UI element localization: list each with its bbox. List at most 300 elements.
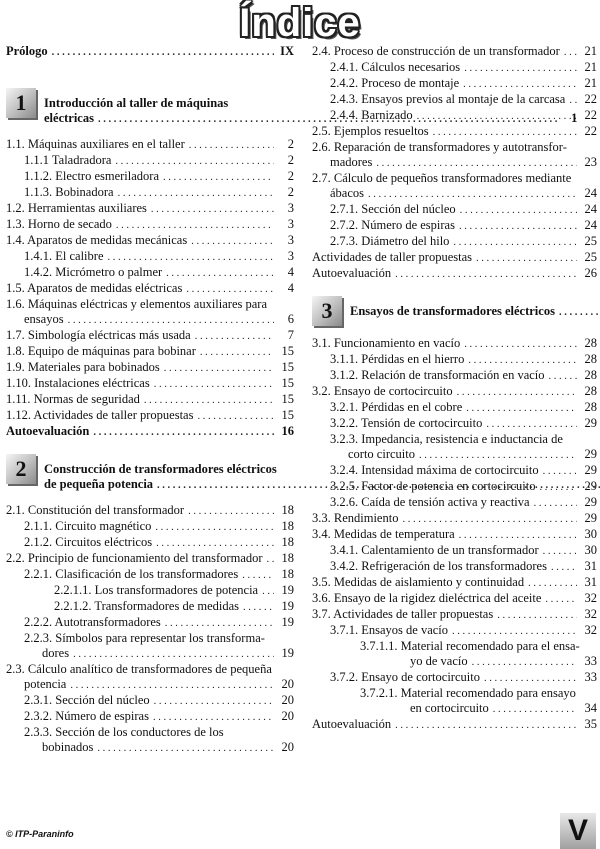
toc-entry	[312, 479, 597, 495]
toc-page-number: 25	[584, 250, 597, 264]
toc-entry-line	[24, 265, 294, 281]
toc-entry-line	[6, 424, 294, 440]
toc-entry-line	[312, 155, 597, 171]
toc-entry	[6, 297, 294, 328]
toc-entry	[312, 623, 597, 639]
toc-page-number: 19	[281, 615, 294, 629]
toc-entry-title: 1.5. Aparatos de medidas eléctricas	[6, 281, 183, 295]
leader-dots	[155, 520, 274, 535]
toc-entry	[312, 559, 597, 575]
toc-page-number: 29	[584, 479, 597, 493]
leader-dots	[197, 409, 274, 424]
toc-entry-title: 1.4. Aparatos de medidas mecánicas	[6, 233, 188, 247]
leader-dots	[68, 313, 274, 328]
toc-entry	[312, 400, 597, 416]
toc-entry-line	[312, 591, 597, 607]
toc-entry-line	[360, 701, 597, 717]
toc-entry-line	[330, 432, 597, 447]
toc-entry-title: 1.11. Normas de seguridad	[6, 392, 140, 406]
toc-entry	[6, 137, 294, 153]
toc-entry	[312, 124, 597, 140]
leader-dots	[154, 377, 274, 392]
toc-entry-line	[6, 677, 294, 693]
toc-entry-title: 2.3. Cálculo analítico de transformadores de pequeña	[6, 662, 272, 676]
toc-entry	[312, 639, 597, 670]
leader-dots	[459, 528, 577, 543]
toc-entry	[6, 44, 294, 60]
leader-dots	[73, 647, 274, 662]
toc-page-number: 20	[281, 693, 294, 707]
toc-entry-title: 1.9. Materiales para bobinados	[6, 360, 160, 374]
toc-entry-title: bobinados	[42, 740, 94, 754]
toc-page-number: 29	[584, 463, 597, 477]
toc-page-number: 18	[281, 567, 294, 581]
toc-page-number: 20	[281, 677, 294, 691]
toc-entry-line	[330, 416, 597, 432]
toc-entry-line	[54, 599, 294, 615]
leader-dots	[166, 266, 274, 281]
toc-entry-line	[6, 217, 294, 233]
leader-dots	[368, 187, 577, 202]
toc-entry-line	[330, 670, 597, 686]
toc-entry-title: 1.6. Máquinas eléctricas y elementos auxiliares para	[6, 297, 268, 311]
toc-entry-line	[6, 392, 294, 408]
toc-entry-line	[312, 336, 597, 352]
page-number: V	[560, 813, 596, 849]
toc-entry-title: 1.10. Instalaciones eléctricas	[6, 376, 150, 390]
toc-entry-line	[24, 709, 294, 725]
toc-page-number: 15	[281, 392, 294, 406]
toc-entry	[312, 336, 597, 352]
toc-entry	[6, 408, 294, 424]
leader-dots	[569, 93, 577, 108]
toc-entry-line	[24, 567, 294, 583]
toc-entry-line	[360, 654, 597, 670]
toc-entry-title: Autoevaluación	[312, 266, 392, 280]
toc-page-number: 2	[287, 153, 294, 167]
toc-page-number: 3	[287, 249, 294, 263]
toc-entry-line	[330, 202, 597, 218]
toc-entry-title: 3.5. Medidas de aislamiento y continuidad	[312, 575, 525, 589]
toc-entry	[6, 709, 294, 725]
toc-entry-line	[24, 249, 294, 265]
toc-entry-title: 2.2.3. Símbolos para representar los transforma-	[24, 631, 265, 645]
toc-page-number: 1	[571, 111, 578, 125]
toc-entry-title: de pequeña potencia	[44, 477, 154, 491]
toc-entry-title: 3.2. Ensayo de cortocircuito	[312, 384, 453, 398]
leader-dots	[463, 77, 577, 92]
toc-page-number: 31	[584, 575, 597, 589]
toc-page-number: 18	[281, 551, 294, 565]
toc-entry	[312, 432, 597, 463]
toc-page-number: 22	[584, 124, 597, 138]
leader-dots	[551, 560, 577, 575]
toc-entry-title: 1.1.2. Electro esmeriladora	[24, 169, 160, 183]
toc-entry	[312, 607, 597, 623]
toc-entry	[312, 60, 597, 76]
leader-dots	[464, 337, 577, 352]
toc-entry-line	[6, 408, 294, 424]
toc-entry-line	[6, 360, 294, 376]
toc-entry-title: 2.3.3. Sección de los conductores de los	[24, 725, 224, 739]
toc-page-number: 2	[287, 137, 294, 151]
toc-entry	[312, 202, 597, 218]
toc-entry-title: 2.6. Reparación de transformadores y autotransfor-	[312, 140, 567, 154]
toc-page-number: 4	[287, 281, 294, 295]
toc-entry	[312, 140, 597, 171]
toc-entry-line	[312, 171, 597, 186]
toc-page-number: 15	[281, 360, 294, 374]
toc-page-number: 29	[584, 495, 597, 509]
toc-entry	[312, 575, 597, 591]
leader-dots	[564, 45, 577, 60]
toc-page-number: 22	[584, 108, 597, 122]
toc-page-number: 25	[584, 234, 597, 248]
toc-entry-title: 1.12. Actividades de taller propuestas	[6, 408, 194, 422]
toc-entry-line	[6, 662, 294, 677]
toc-page-number: 19	[281, 599, 294, 613]
toc-entry-line	[312, 527, 597, 543]
toc-page-number: 33	[584, 654, 597, 668]
toc-entry-title: 3.7.1.1. Material recomendado para el ensa-	[360, 639, 580, 653]
toc-entry-line	[330, 352, 597, 368]
leader-dots	[191, 234, 274, 249]
leader-dots	[376, 156, 577, 171]
toc-entry-line	[312, 44, 597, 60]
toc-entry	[6, 503, 294, 519]
toc-entry	[312, 76, 597, 92]
toc-entry-line	[6, 137, 294, 153]
page-title: Índice	[239, 1, 361, 45]
leader-dots	[452, 624, 577, 639]
toc-entry-line	[330, 108, 597, 124]
toc-entry-title: 1.1.3. Bobinadora	[24, 185, 114, 199]
toc-entry	[312, 352, 597, 368]
toc-entry	[6, 631, 294, 662]
toc-page-number: 32	[584, 607, 597, 621]
toc-page-number: 2	[287, 185, 294, 199]
toc-page-number: 28	[584, 368, 597, 382]
publisher-footer: © ITP-Paraninfo	[6, 829, 74, 839]
toc-entry-line	[24, 740, 294, 756]
toc-entry	[6, 265, 294, 281]
toc-page-number: IX	[280, 44, 294, 58]
leader-dots	[466, 401, 577, 416]
leader-dots	[188, 504, 274, 519]
leader-dots	[472, 655, 577, 670]
toc-entry-title: madores	[330, 155, 373, 169]
leader-dots	[464, 61, 577, 76]
toc-entry-title: 2.7.3. Diámetro del hilo	[330, 234, 450, 248]
leader-dots	[484, 671, 577, 686]
toc-entry-title: 2.2.1. Clasificación de los transformadores	[24, 567, 239, 581]
toc-entry-title: 1.7. Simbología eléctricas más usada	[6, 328, 191, 342]
leader-dots	[163, 170, 274, 185]
toc-entry-line	[6, 328, 294, 344]
toc-entry	[6, 551, 294, 567]
toc-entry	[312, 44, 597, 60]
toc-page-number: 24	[584, 202, 597, 216]
chapter-heading	[6, 454, 294, 493]
chapter-number-badge: 3	[312, 296, 342, 326]
toc-entry-title: 3.6. Ensayo de la rigidez dieléctrica del aceite	[312, 591, 542, 605]
toc-entry-title: potencia	[24, 677, 67, 691]
leader-dots	[395, 718, 577, 733]
toc-entry	[6, 424, 294, 440]
toc-entry-line	[24, 646, 294, 662]
toc-entry-title: 1.8. Equipo de máquinas para bobinar	[6, 344, 196, 358]
chapter-title-text: Introducción al taller de máquinas	[44, 96, 229, 110]
toc-entry-title: 2.7.1. Sección del núcleo	[330, 202, 456, 216]
leader-dots	[417, 109, 577, 124]
toc-entry	[6, 328, 294, 344]
toc-page-number: 15	[281, 344, 294, 358]
leader-dots	[486, 417, 577, 432]
toc-entry-title: 3.7.1. Ensayos de vacío	[330, 623, 449, 637]
toc-entry-title: 3.2.6. Caída de tensión activa y reactiva	[330, 495, 530, 509]
toc-entry	[6, 535, 294, 551]
leader-dots	[545, 592, 577, 607]
toc-entry-line	[330, 495, 597, 511]
toc-entry-line	[312, 250, 597, 266]
toc-entry-title: 2.2.1.1. Los transformadores de potencia	[54, 583, 259, 597]
toc-entry-line	[330, 463, 597, 479]
leader-dots	[116, 218, 274, 233]
toc-entry	[312, 218, 597, 234]
toc-entry	[312, 368, 597, 384]
toc-page-number: 34	[584, 701, 597, 715]
toc-entry-title: 2.1.2. Circuitos eléctricos	[24, 535, 153, 549]
toc-entry-title: en cortocircuito	[410, 701, 489, 715]
toc-entry-line	[24, 169, 294, 185]
toc-entry	[312, 591, 597, 607]
toc-entry	[6, 693, 294, 709]
toc-page-number: 19	[281, 583, 294, 597]
toc-entry-title: 2.4.4. Barnizado	[330, 108, 413, 122]
toc-entry-title: Prólogo	[6, 44, 48, 58]
leader-dots	[534, 496, 577, 511]
toc-page-number: 32	[584, 623, 597, 637]
toc-entry-title: 2.4.1. Cálculos necesarios	[330, 60, 461, 74]
toc-entry-title: 3.2.5. Factor de potencia en cortocircuito	[330, 479, 536, 493]
toc-entry-title: 2.1.1. Circuito magnético	[24, 519, 152, 533]
chapter-title-text: Construcción de transformadores eléctricos	[44, 462, 277, 476]
chapter-number-badge: 2	[6, 454, 36, 484]
toc-entry-title: 3.3. Rendimiento	[312, 511, 399, 525]
toc-entry-line	[24, 693, 294, 709]
toc-entry	[6, 169, 294, 185]
toc-entry-title: Autoevaluación	[6, 424, 90, 438]
leader-dots	[402, 512, 577, 527]
toc-entry	[6, 519, 294, 535]
leader-dots	[419, 448, 577, 463]
toc-entry-title: 1.4.1. El calibre	[24, 249, 104, 263]
toc-entry	[312, 171, 597, 202]
toc-entry	[6, 249, 294, 265]
toc-entry	[312, 108, 597, 124]
toc-entry-title: 3.2.2. Tensión de cortocircuito	[330, 416, 483, 430]
toc-entry-line	[330, 76, 597, 92]
toc-entry-line	[312, 124, 597, 140]
toc-page-number: 16	[281, 424, 294, 438]
leader-dots	[493, 702, 577, 717]
toc-entry	[312, 527, 597, 543]
toc-page-number: 3	[287, 233, 294, 247]
toc-entry-title: 3.4.2. Refrigeración de los transformadores	[330, 559, 547, 573]
toc-page-number: 2	[287, 169, 294, 183]
toc-page-number: 28	[584, 400, 597, 414]
toc-entry	[6, 376, 294, 392]
leader-dots	[497, 608, 577, 623]
toc-entry-line	[312, 186, 597, 202]
toc-entry-line	[24, 185, 294, 201]
toc-entry	[312, 717, 597, 733]
toc-entry-line	[6, 281, 294, 297]
leader-dots	[154, 694, 274, 709]
toc-entry	[6, 392, 294, 408]
leader-dots	[70, 678, 274, 693]
toc-entry-line	[360, 686, 597, 701]
toc-entry-title: corto circuito	[348, 447, 415, 461]
leader-dots	[267, 552, 274, 567]
toc-page-number: 18	[281, 535, 294, 549]
toc-entry-line	[6, 551, 294, 567]
toc-entry	[6, 615, 294, 631]
toc-entry-title: 1.1. Máquinas auxiliares en el taller	[6, 137, 185, 151]
toc-entry-title: 2.3.2. Número de espiras	[24, 709, 149, 723]
toc-entry-title: 3.4.1. Calentamiento de un transformador	[330, 543, 539, 557]
toc-page-number: 32	[584, 591, 597, 605]
toc-entry-title: ábacos	[330, 186, 365, 200]
chapter-heading	[312, 296, 597, 326]
leader-dots	[539, 480, 577, 495]
toc-entry-line	[330, 60, 597, 76]
toc-page-number: 15	[281, 376, 294, 390]
toc-entry-line	[6, 201, 294, 217]
toc-page-number: 20	[281, 709, 294, 723]
toc-right-column	[312, 44, 597, 733]
toc-entry-line	[312, 140, 597, 155]
toc-page-number: 29	[584, 511, 597, 525]
toc-page-number: 23	[584, 155, 597, 169]
toc-entry	[312, 92, 597, 108]
toc-entry-line	[330, 400, 597, 416]
toc-entry-title: 2.2.1.2. Transformadores de medidas	[54, 599, 240, 613]
toc-entry-line	[24, 519, 294, 535]
toc-entry-line	[6, 312, 294, 328]
toc-page-number: 31	[584, 559, 597, 573]
toc-entry-title: 1.4.2. Micrómetro o palmer	[24, 265, 163, 279]
toc-entry-title: 3.4. Medidas de temperatura	[312, 527, 455, 541]
toc-entry	[6, 217, 294, 233]
toc-page-number: 7	[287, 328, 294, 342]
toc-entry-title: 3.2.4. Intensidad máxima de cortocircuito	[330, 463, 539, 477]
toc-page-number: 6	[287, 312, 294, 326]
toc-entry-line	[330, 92, 597, 108]
toc-entry-title: 3.2.3. Impedancia, resistencia e inductancia de	[330, 432, 563, 446]
toc-page-number: 20	[281, 740, 294, 754]
toc-entry-title: 3.7.2. Ensayo de cortocircuito	[330, 670, 480, 684]
toc-page-number: 33	[584, 670, 597, 684]
toc-entry-line	[6, 44, 294, 60]
toc-entry-line	[312, 607, 597, 623]
chapter-title	[350, 304, 600, 320]
toc-entry-title: 2.7.2. Número de espiras	[330, 218, 455, 232]
toc-entry	[6, 725, 294, 756]
toc-entry-line	[24, 631, 294, 646]
toc-entry-title: Autoevaluación	[312, 717, 392, 731]
leader-dots	[189, 138, 274, 153]
toc-entry	[312, 495, 597, 511]
leader-dots	[543, 464, 577, 479]
leader-dots	[457, 385, 577, 400]
toc-entry	[312, 511, 597, 527]
leader-dots	[186, 282, 274, 297]
leader-dots	[195, 329, 274, 344]
toc-entry-line	[6, 376, 294, 392]
toc-entry-title: 3.7. Actividades de taller propuestas	[312, 607, 494, 621]
leader-dots	[156, 536, 274, 551]
leader-dots	[151, 202, 274, 217]
leader-dots	[453, 235, 577, 250]
toc-entry-line	[24, 725, 294, 740]
toc-page-number: 3	[287, 201, 294, 215]
toc-page-number: 18	[281, 503, 294, 517]
toc-entry-line	[350, 304, 600, 320]
toc-entry-title: eléctricas	[44, 111, 94, 125]
toc-entry-title: 2.1. Constitución del transformador	[6, 503, 185, 517]
toc-page-number: 28	[584, 352, 597, 366]
toc-entry	[312, 463, 597, 479]
leader-dots	[93, 425, 274, 440]
toc-entry	[312, 416, 597, 432]
toc-page-number: 30	[584, 527, 597, 541]
toc-entry	[312, 686, 597, 717]
toc-entry-line	[6, 344, 294, 360]
toc-entry-line	[54, 583, 294, 599]
leader-dots	[153, 710, 274, 725]
toc-entry	[6, 599, 294, 615]
toc-page-number: 21	[584, 60, 597, 74]
leader-dots	[108, 250, 275, 265]
toc-entry-line	[330, 543, 597, 559]
leader-dots	[395, 267, 577, 282]
toc-entry-title: 2.5. Ejemplos resueltos	[312, 124, 429, 138]
chapter-number-badge: 1	[6, 88, 36, 118]
leader-dots	[476, 251, 577, 266]
toc-entry	[312, 250, 597, 266]
leader-dots	[118, 186, 274, 201]
leader-dots	[460, 203, 577, 218]
toc-entry-line	[330, 447, 597, 463]
toc-page-number: 3	[287, 217, 294, 231]
toc-entry	[6, 360, 294, 376]
toc-entry-line	[330, 623, 597, 639]
toc-page-number: 29	[584, 447, 597, 461]
leader-dots	[242, 568, 274, 583]
toc-entry-line	[330, 479, 597, 495]
toc-page-number: 19	[281, 646, 294, 660]
toc-entry-line	[312, 717, 597, 733]
toc-page-number: 35	[584, 717, 597, 731]
toc-entry	[6, 233, 294, 249]
leader-dots	[52, 45, 274, 60]
leader-dots	[115, 154, 274, 169]
leader-dots	[97, 741, 274, 756]
toc-entry-line	[6, 297, 294, 312]
toc-page-number: 21	[584, 76, 597, 90]
leader-dots	[543, 544, 577, 559]
